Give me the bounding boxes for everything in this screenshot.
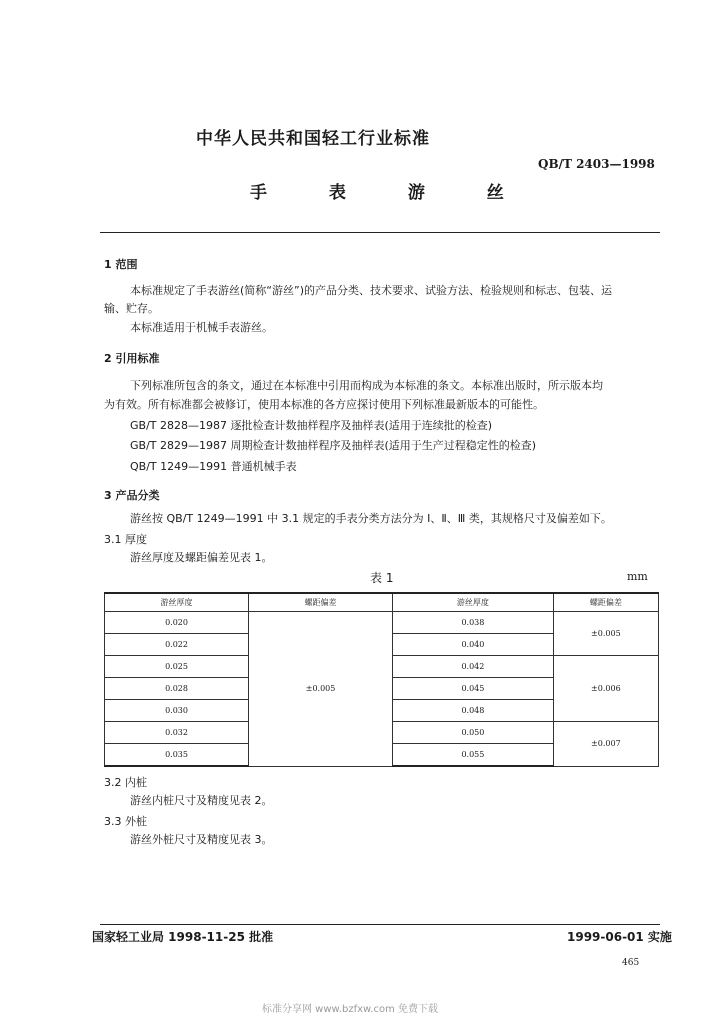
- approval-date: 国家轻工业局 1998-11-25 批准: [92, 930, 274, 944]
- document-title: 手 表 游 丝: [250, 183, 532, 203]
- table-cell: 0.045: [393, 678, 554, 700]
- section-2-paragraph-line1: 下列标准所包含的条文，通过在本标准中引用而构成为本标准的条文。本标准出版时，所示版本均: [130, 379, 603, 392]
- section-1-scope-text: 本标准适用于机械手表游丝。: [130, 321, 273, 334]
- table-row: [105, 612, 659, 634]
- section-2-paragraph-line2: 为有效。所有标准都会被修订，使用本标准的各方应探讨使用下列标准最新版本的可能性。: [104, 398, 544, 411]
- table-header-row: [105, 593, 659, 612]
- table-cell: 0.055: [393, 744, 554, 767]
- column-header: 螺距偏差: [553, 593, 658, 612]
- table-cell: 0.032: [105, 722, 249, 744]
- column-header: 螺距偏差: [249, 593, 393, 612]
- effective-date: 1999-06-01 实施: [567, 930, 672, 944]
- section-3-3-heading: 3.3 外桩: [104, 815, 147, 828]
- column-header: 游丝厚度: [105, 593, 249, 612]
- table-cell: 0.040: [393, 634, 554, 656]
- section-1-paragraph-line2: 输、贮存。: [104, 302, 159, 315]
- table-cell: ±0.005: [249, 612, 393, 767]
- header-divider: [100, 232, 660, 233]
- reference-item: GB/T 2828—1987 逐批检查计数抽样程序及抽样表(适用于连续批的检查): [130, 419, 493, 432]
- section-2-heading: 2 引用标准: [104, 352, 160, 365]
- standard-code: QB/T 2403—1998: [538, 157, 655, 171]
- section-3-heading: 3 产品分类: [104, 489, 160, 502]
- table-1-caption: 表 1: [370, 571, 394, 585]
- table-cell: 0.042: [393, 656, 554, 678]
- section-3-2-text: 游丝内桩尺寸及精度见表 2。: [130, 794, 273, 807]
- footer-divider: [100, 924, 660, 925]
- site-watermark: 标准分享网 www.bzfxw.com 免费下载: [262, 1004, 438, 1015]
- table-cell: 0.030: [105, 700, 249, 722]
- column-header: 游丝厚度: [393, 593, 554, 612]
- section-3-1-heading: 3.1 厚度: [104, 533, 147, 546]
- table-cell: ±0.006: [553, 656, 658, 722]
- reference-item: GB/T 2829—1987 周期检查计数抽样程序及抽样表(适用于生产过程稳定性的检查): [130, 439, 537, 452]
- table-1-unit: mm: [627, 570, 648, 583]
- reference-item: QB/T 1249—1991 普通机械手表: [130, 460, 297, 473]
- section-1-paragraph-line1: 本标准规定了手表游丝(简称“游丝”)的产品分类、技术要求、试验方法、检验规则和标志、包装、运: [130, 284, 612, 297]
- table-cell: 0.050: [393, 722, 554, 744]
- section-1-heading: 1 范围: [104, 258, 138, 271]
- table-cell: 0.035: [105, 744, 249, 767]
- table-cell: 0.028: [105, 678, 249, 700]
- table-cell: 0.038: [393, 612, 554, 634]
- section-3-2-heading: 3.2 内桩: [104, 776, 147, 789]
- section-3-1-text: 游丝厚度及螺距偏差见表 1。: [130, 551, 273, 564]
- section-3-paragraph: 游丝按 QB/T 1249—1991 中 3.1 规定的手表分类方法分为 Ⅰ、Ⅱ、Ⅲ 类，其规格尺寸及偏差如下。: [130, 512, 612, 525]
- thickness-tolerance-table: [104, 592, 659, 767]
- table-cell: 0.048: [393, 700, 554, 722]
- page-number: 465: [622, 958, 640, 968]
- table-cell: ±0.007: [553, 722, 658, 767]
- table-cell: 0.025: [105, 656, 249, 678]
- section-3-3-text: 游丝外桩尺寸及精度见表 3。: [130, 833, 273, 846]
- table-cell: ±0.005: [553, 612, 658, 656]
- table-cell: 0.022: [105, 634, 249, 656]
- issuing-body-title: 中华人民共和国轻工行业标准: [196, 129, 430, 149]
- table-cell: 0.020: [105, 612, 249, 634]
